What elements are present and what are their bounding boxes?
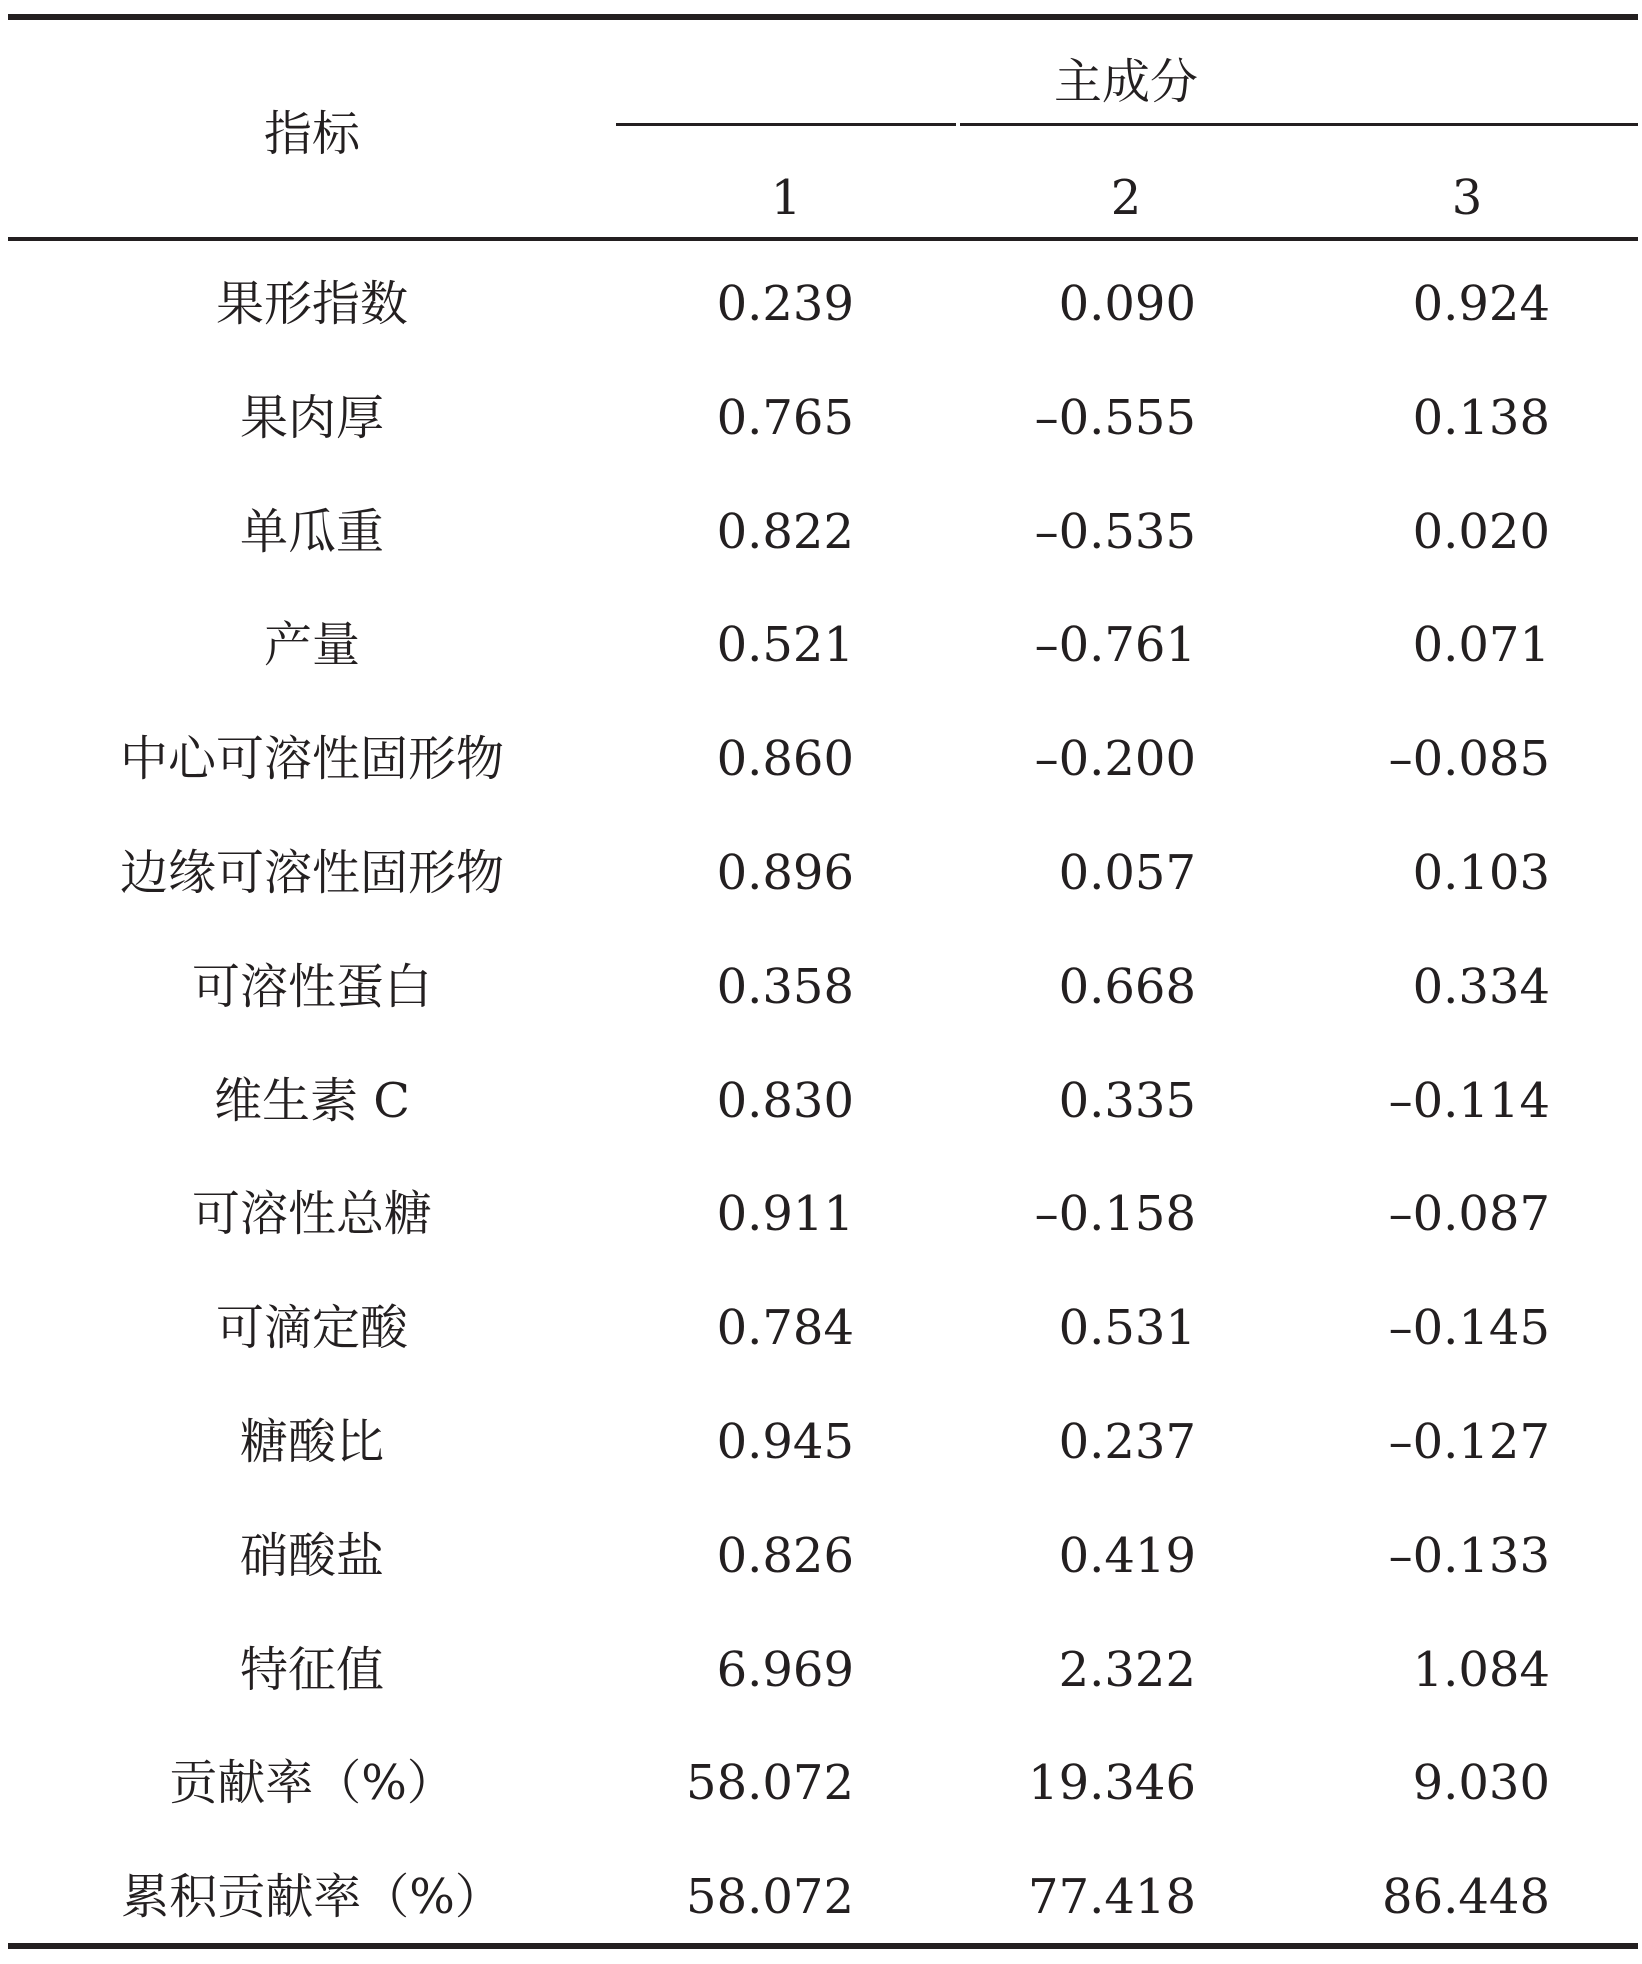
- cell-component-3: 9.030: [1412, 1755, 1550, 1811]
- header-group-rule-right: [960, 123, 1638, 126]
- cell-component-2: –0.158: [1034, 1186, 1196, 1242]
- cell-component-3: 0.924: [1412, 276, 1550, 332]
- row-label: 特征值: [239, 1642, 384, 1698]
- cell-component-3: –0.114: [1388, 1073, 1550, 1129]
- cell-component-2: 19.346: [1028, 1755, 1196, 1811]
- header-bottom-rule: [8, 237, 1638, 241]
- cell-component-1: 0.239: [716, 276, 854, 332]
- cell-component-2: 0.237: [1058, 1414, 1196, 1470]
- header-component-3: 3: [1451, 170, 1483, 226]
- cell-component-1: 58.072: [686, 1755, 854, 1811]
- cell-component-2: 2.322: [1058, 1642, 1196, 1698]
- row-label: 边缘可溶性固形物: [119, 845, 504, 901]
- cell-component-1: 58.072: [686, 1869, 854, 1925]
- row-label: 维生素 C: [214, 1073, 410, 1129]
- row-label: 硝酸盐: [239, 1528, 384, 1584]
- row-label: 果肉厚: [239, 390, 384, 446]
- cell-component-2: –0.535: [1034, 504, 1196, 560]
- cell-component-3: 0.103: [1412, 845, 1550, 901]
- cell-component-1: 0.358: [716, 959, 854, 1015]
- cell-component-2: 0.057: [1058, 845, 1196, 901]
- header-component-2: 2: [1110, 170, 1142, 226]
- cell-component-1: 0.896: [716, 845, 854, 901]
- cell-component-2: 0.668: [1058, 959, 1196, 1015]
- cell-component-1: 0.911: [716, 1186, 854, 1242]
- cell-component-3: –0.127: [1388, 1414, 1550, 1470]
- cell-component-2: 0.419: [1058, 1528, 1196, 1584]
- cell-component-1: 0.784: [716, 1300, 854, 1356]
- cell-component-3: –0.085: [1388, 731, 1550, 787]
- header-indicator: 指标: [263, 106, 360, 162]
- cell-component-1: 0.521: [716, 617, 854, 673]
- row-label: 可溶性总糖: [191, 1186, 432, 1242]
- cell-component-3: –0.087: [1388, 1186, 1550, 1242]
- row-label: 产量: [263, 617, 360, 673]
- row-label: 中心可溶性固形物: [119, 731, 504, 787]
- cell-component-3: –0.133: [1388, 1528, 1550, 1584]
- cell-component-1: 0.945: [716, 1414, 854, 1470]
- cell-component-3: 0.020: [1412, 504, 1550, 560]
- table-bottom-rule: [8, 1943, 1638, 1949]
- row-label: 可溶性蛋白: [191, 959, 432, 1015]
- cell-component-2: –0.200: [1034, 731, 1196, 787]
- cell-component-3: 0.138: [1412, 390, 1550, 446]
- cell-component-3: 0.334: [1412, 959, 1550, 1015]
- header-principal-component: 主成分: [1053, 54, 1198, 110]
- cell-component-2: 0.335: [1058, 1073, 1196, 1129]
- cell-component-2: 0.090: [1058, 276, 1196, 332]
- cell-component-3: 0.071: [1412, 617, 1550, 673]
- cell-component-2: 77.418: [1028, 1869, 1196, 1925]
- cell-component-1: 0.826: [716, 1528, 854, 1584]
- cell-component-2: –0.555: [1034, 390, 1196, 446]
- table-top-rule: [8, 14, 1638, 20]
- row-label: 单瓜重: [239, 504, 384, 560]
- row-label: 果形指数: [215, 276, 408, 332]
- cell-component-3: 86.448: [1382, 1869, 1550, 1925]
- row-label: 累积贡献率（%）: [121, 1869, 503, 1925]
- cell-component-3: 1.084: [1412, 1642, 1550, 1698]
- cell-component-2: 0.531: [1058, 1300, 1196, 1356]
- cell-component-1: 0.822: [716, 504, 854, 560]
- row-label: 贡献率（%）: [169, 1755, 455, 1811]
- row-label: 可滴定酸: [215, 1300, 408, 1356]
- header-component-1: 1: [770, 170, 802, 226]
- cell-component-1: 0.765: [716, 390, 854, 446]
- cell-component-2: –0.761: [1034, 617, 1196, 673]
- cell-component-3: –0.145: [1388, 1300, 1550, 1356]
- row-label: 糖酸比: [239, 1414, 384, 1470]
- cell-component-1: 0.860: [716, 731, 854, 787]
- cell-component-1: 6.969: [716, 1642, 854, 1698]
- cell-component-1: 0.830: [716, 1073, 854, 1129]
- header-group-rule-left: [616, 123, 956, 126]
